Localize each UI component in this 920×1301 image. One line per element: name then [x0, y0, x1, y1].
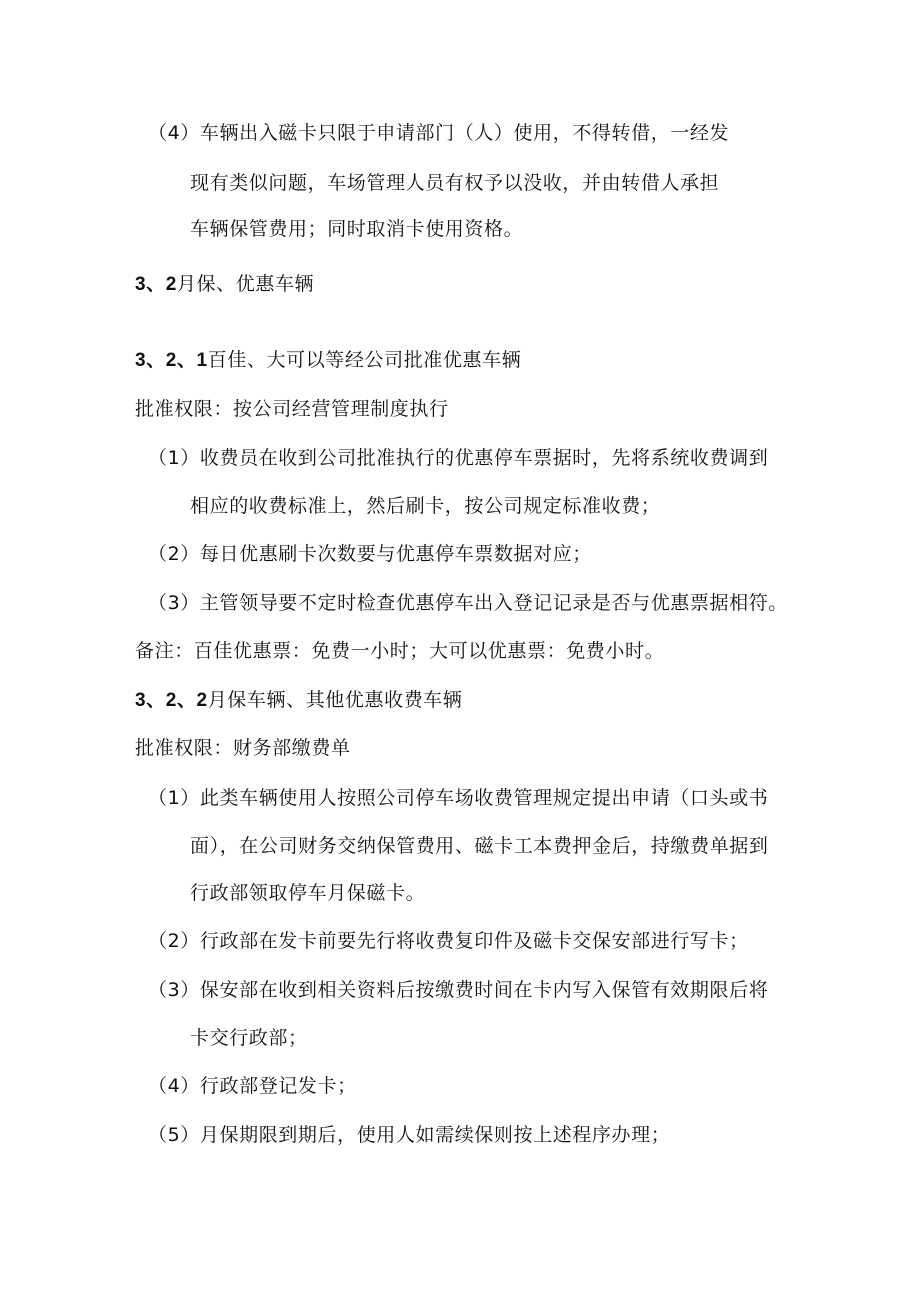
- item-4-line-2: 现有类似问题，车场管理人员有权予以没收，并由转借人承担: [190, 172, 720, 194]
- section-number: 3、2、2: [135, 690, 208, 711]
- item-4-line-1: （4）车辆出入磁卡只限于申请部门（人）使用，不得转借，一经发: [148, 122, 730, 144]
- s2-item-1-line-1: （1）此类车辆使用人按照公司停车场收费管理规定提出申请（口头或书: [148, 787, 769, 809]
- s2-item-3-line-2: 卡交行政部；: [190, 1027, 308, 1049]
- approval-authority-1: 批准权限：按公司经营管理制度执行: [135, 398, 449, 420]
- s1-item-1-line-1: （1）收费员在收到公司批准执行的优惠停车票据时，先将系统收费调到: [148, 447, 769, 469]
- note: 备注：百佳优惠票：免费一小时；大可以优惠票：免费小时。: [135, 640, 665, 662]
- s2-item-5: （5）月保期限到期后，使用人如需续保则按上述程序办理；: [148, 1124, 671, 1146]
- section-heading-3-2-2: [135, 688, 463, 713]
- item-4-line-3: 车辆保管费用；同时取消卡使用资格。: [190, 218, 524, 240]
- s2-item-1-line-3: 行政部领取停车月保磁卡。: [190, 882, 426, 904]
- section-title: 百佳、大可以等经公司批准优惠车辆: [207, 349, 522, 371]
- section-heading-3-2-1: [135, 348, 521, 373]
- s2-item-4: （4）行政部登记发卡；: [148, 1075, 357, 1097]
- section-number: 3、2: [135, 274, 177, 295]
- section-title: 月保车辆、其他优惠收费车辆: [207, 689, 463, 711]
- s1-item-3: （3）主管领导要不定时检查优惠停车出入登记记录是否与优惠票据相符。: [148, 592, 788, 614]
- s1-item-1-line-2: 相应的收费标准上，然后刷卡，按公司规定标准收费；: [190, 495, 661, 517]
- s2-item-3-line-1: （3）保安部在收到相关资料后按缴费时间在卡内写入保管有效期限后将: [148, 979, 769, 1001]
- section-number: 3、2、1: [135, 350, 208, 371]
- s1-item-2: （2）每日优惠刷卡次数要与优惠停车票数据对应；: [148, 543, 592, 565]
- s2-item-1-line-2: 面），在公司财务交纳保管费用、磁卡工本费押金后，持缴费单据到: [190, 835, 769, 857]
- section-title: 月保、优惠车辆: [176, 273, 315, 295]
- section-heading-3-2: [135, 272, 314, 297]
- s2-item-2: （2）行政部在发卡前要先行将收费复印件及磁卡交保安部进行写卡；: [148, 930, 749, 952]
- approval-authority-2: 批准权限：财务部缴费单: [135, 737, 351, 759]
